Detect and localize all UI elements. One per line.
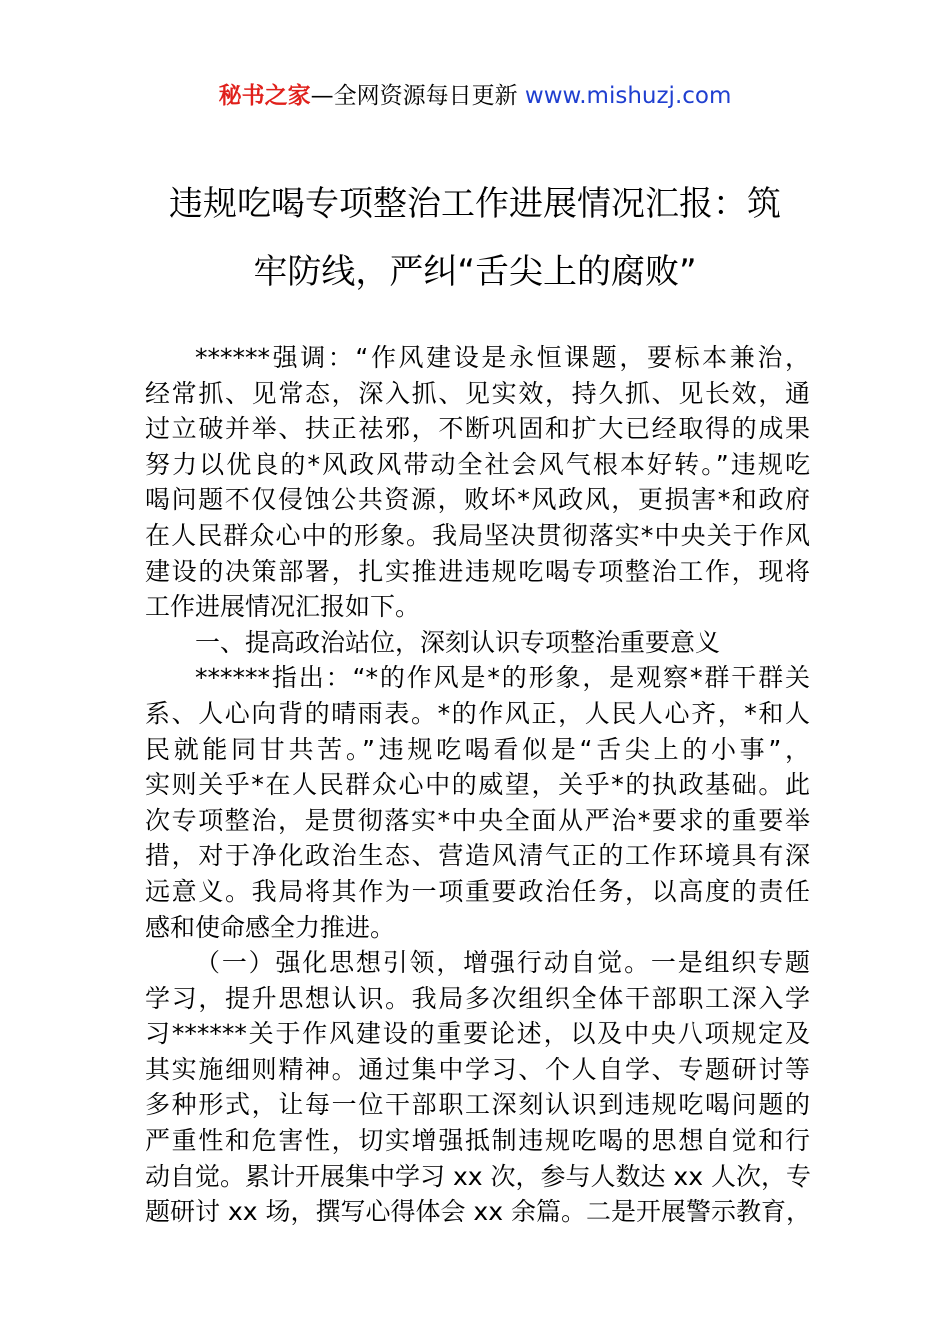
document-title bbox=[145, 170, 805, 306]
body-line: 多种形式，让每一位干部职工深刻认识到违规吃喝问题的 bbox=[145, 1090, 810, 1120]
body-line: 次专项整治，是贯彻落实*中央全面从严治*要求的重要举 bbox=[145, 805, 810, 835]
title-line-2: 牢防线，严纠“舌尖上的腐败” bbox=[253, 252, 697, 292]
body-line: 建设的决策部署，扎实推进违规吃喝专项整治工作，现将 bbox=[145, 556, 810, 586]
body-line: 实则关乎*在人民群众心中的威望，关乎*的执政基础。此 bbox=[145, 770, 810, 800]
site-brand: 秘书之家 bbox=[218, 83, 311, 109]
body-line: 其实施细则精神。通过集中学习、个人自学、专题研讨等 bbox=[145, 1054, 810, 1084]
body-line: 习******关于作风建设的重要论述，以及中央八项规定及 bbox=[145, 1019, 810, 1049]
section-heading: 一、提高政治站位，深刻认识专项整治重要意义 bbox=[195, 627, 721, 657]
body-line: 感和使命感全力推进。 bbox=[145, 912, 396, 942]
body-line: 系、人心向背的晴雨表。*的作风正，人民人心齐，*和人 bbox=[145, 698, 810, 728]
site-url-link[interactable]: www.mishuzj.com bbox=[524, 83, 732, 109]
title-line-1: 违规吃喝专项整治工作进展情况汇报：筑 bbox=[169, 184, 781, 224]
body-line: 措，对于净化政治生态、营造风清气正的工作环境具有深 bbox=[145, 841, 810, 871]
body-line: 经常抓、见常态，深入抓、见实效，持久抓、见长效，通 bbox=[145, 378, 810, 408]
site-tagline: —全网资源每日更新 bbox=[310, 83, 525, 109]
body-line: 在人民群众心中的形象。我局坚决贯彻落实*中央关于作风 bbox=[145, 520, 810, 550]
body-line: 严重性和危害性，切实增强抵制违规吃喝的思想自觉和行 bbox=[145, 1126, 810, 1156]
body-line: 动自觉。累计开展集中学习 xx 次，参与人数达 xx 人次，专 bbox=[145, 1161, 811, 1191]
body-line: 工作进展情况汇报如下。 bbox=[145, 592, 421, 622]
subsection-line: （一）强化思想引领，增强行动自觉。一是组织专题 bbox=[195, 948, 810, 978]
body-line: 远意义。我局将其作为一项重要政治任务，以高度的责任 bbox=[145, 876, 810, 906]
body-line: 题研讨 xx 场，撰写心得体会 xx 余篇。二是开展警示教育， bbox=[145, 1197, 811, 1227]
body-line: ******指出：“*的作风是*的形象，是观察*群干群关 bbox=[195, 663, 810, 693]
body-line: 学习，提升思想认识。我局多次组织全体干部职工深入学 bbox=[145, 983, 810, 1013]
site-header bbox=[0, 78, 950, 114]
body-line: 过立破并举、扶正祛邪，不断巩固和扩大已经取得的成果 bbox=[145, 414, 810, 444]
body-line: 喝问题不仅侵蚀公共资源，败坏*风政风，更损害*和政府 bbox=[145, 485, 810, 515]
body-line: 民就能同甘共苦。”违规吃喝看似是“舌尖上的小事”， bbox=[145, 734, 810, 764]
body-line: 努力以优良的*风政风带动全社会风气根本好转。”违规吃 bbox=[145, 449, 810, 479]
body-line: ******强调：“作风建设是永恒课题，要标本兼治， bbox=[195, 343, 810, 372]
document-body bbox=[145, 340, 810, 1230]
